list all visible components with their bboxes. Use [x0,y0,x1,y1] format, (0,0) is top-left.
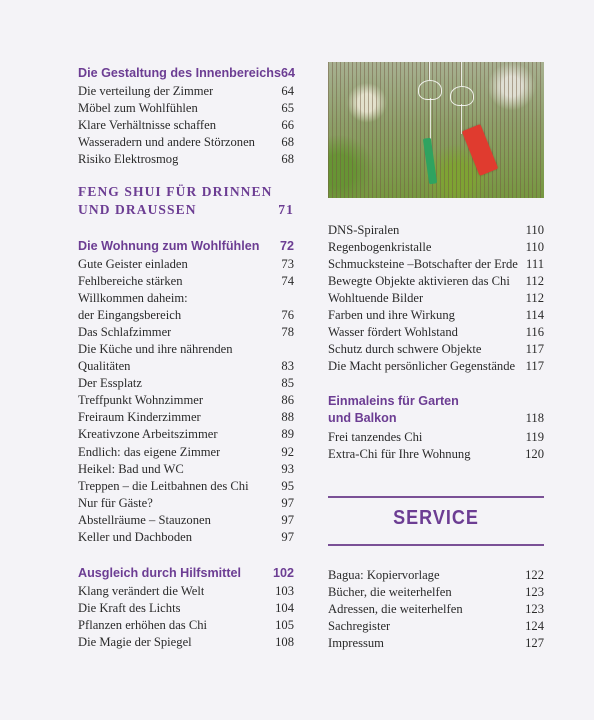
entry-page: 104 [275,601,294,615]
entry-title: Die Macht persönlicher Gegenstände [328,359,516,373]
entry-page: 112 [525,291,544,305]
entry-title: Sachregister [328,619,391,633]
chapter-line-2: UND DRAUSSEN [78,202,197,217]
entry-title: Impressum [328,636,384,650]
glass-chime-bell [418,80,442,100]
toc-entry[interactable] [78,617,294,634]
toc-entry[interactable] [78,600,294,617]
toc-entry[interactable] [78,478,294,495]
toc-heading[interactable] [78,565,294,582]
entry-title: Schmucksteine –Botschafter der Erde [328,257,518,271]
entry-title: Bewegte Objekte aktivieren das Chi [328,274,510,288]
toc-entry[interactable] [78,529,294,546]
chime-string [430,98,431,140]
entry-page: 124 [525,619,544,633]
toc-entry[interactable] [78,409,294,426]
entry-page: 117 [525,342,544,356]
entry-page: 88 [281,410,294,424]
entry-title: Bücher, die weiterhelfen [328,585,452,599]
toc-entry[interactable] [78,83,294,100]
entry-page: 65 [281,101,294,115]
entry-title: Freiraum Kinderzimmer [78,410,201,424]
toc-entry[interactable] [78,426,294,443]
entry-page: 97 [281,530,294,544]
entry-page: 95 [281,479,294,493]
toc-entry[interactable] [78,100,294,117]
toc-entry[interactable] [328,429,544,446]
toc-entry[interactable] [78,392,294,409]
entry-title: Keller und Dachboden [78,530,193,544]
chime-string [429,62,430,80]
toc-entry[interactable] [328,222,544,239]
chapter-heading[interactable] [78,183,294,219]
toc-entry[interactable] [78,634,294,651]
toc-entry[interactable] [328,307,544,324]
entry-title: Adressen, die weiterhelfen [328,602,463,616]
toc-entry[interactable] [328,567,544,584]
toc-entry[interactable] [328,601,544,618]
entry-page: 119 [525,430,544,444]
wind-chimes-photo [328,62,544,198]
heading-title-line-1: Einmaleins für Garten [328,394,459,408]
heading-page: 64 [280,66,295,80]
entry-page: 85 [281,376,294,390]
entry-page: 123 [525,585,544,599]
entry-title: Qualitäten [78,359,131,373]
entry-title: Heikel: Bad und WC [78,462,184,476]
entry-title: Wasser fördert Wohlstand [328,325,458,339]
entry-page: 117 [525,359,544,373]
toc-entry[interactable] [328,635,544,652]
entry-page: 68 [281,152,294,166]
entry-page: 74 [281,274,294,288]
chime-string [461,62,462,86]
toc-entry[interactable] [328,618,544,635]
entry-page: 123 [525,602,544,616]
service-bottom-rule [328,544,544,546]
toc-entry[interactable] [78,151,294,168]
toc-heading[interactable] [78,238,294,255]
entry-title: Der Essplatz [78,376,142,390]
entry-title: der Eingangsbereich [78,308,182,322]
entry-page: 122 [525,568,544,582]
entry-page: 89 [281,427,294,441]
entry-title: Möbel zum Wohlfühlen [78,101,198,115]
entry-title: Bagua: Kopiervorlage [328,568,440,582]
entry-page: 114 [525,308,544,322]
entry-title: Willkommen daheim: [78,291,188,305]
toc-entry[interactable] [328,256,544,273]
entry-page: 76 [281,308,294,322]
entry-page: 73 [281,257,294,271]
entry-title: Klang verändert die Welt [78,584,205,598]
entry-title: Risiko Elektrosmog [78,152,179,166]
entry-title: Gute Geister einladen [78,257,188,271]
entry-title: Kreativzone Arbeitszimmer [78,427,218,441]
entry-title: Schutz durch schwere Objekte [328,342,482,356]
entry-title: Die Küche und ihre nährenden [78,342,233,356]
entry-title: Wohltuende Bilder [328,291,424,305]
toc-entry[interactable] [328,584,544,601]
toc-entry[interactable] [328,239,544,256]
entry-title: Die Kraft des Lichts [78,601,181,615]
toc-entry[interactable] [78,134,294,151]
toc-entry[interactable] [328,358,544,375]
entry-title: Nur für Gäste? [78,496,153,510]
toc-entry[interactable] [78,341,294,358]
toc-heading-continued[interactable] [328,410,544,427]
toc-entry[interactable] [328,290,544,307]
entry-page: 93 [281,462,294,476]
entry-page: 111 [526,257,544,271]
entry-page: 92 [281,445,294,459]
entry-title: Fehlbereiche stärken [78,274,183,288]
entry-page: 110 [525,240,544,254]
toc-entry[interactable] [78,290,294,307]
toc-entry[interactable] [78,324,294,341]
glass-chime-bell [450,86,474,106]
toc-entry[interactable] [78,461,294,478]
toc-heading[interactable] [78,65,294,82]
toc-entry[interactable] [78,117,294,134]
entry-page: 120 [525,447,544,461]
entry-page: 103 [275,584,294,598]
toc-entry[interactable] [328,273,544,290]
heading-title-line-2: und Balkon [328,411,397,425]
chapter-line-1: FENG SHUI FÜR DRINNEN [78,184,273,199]
heading-page: 102 [272,566,294,580]
entry-title: Treppen – die Leitbahnen des Chi [78,479,249,493]
entry-page: 68 [281,135,294,149]
entry-title: Endlich: das eigene Zimmer [78,445,221,459]
entry-title: Klare Verhältnisse schaffen [78,118,217,132]
entry-page: 127 [525,636,544,650]
entry-title: Farben und ihre Wirkung [328,308,455,322]
toc-entry[interactable] [78,512,294,529]
entry-page: 97 [281,496,294,510]
entry-page: 78 [281,325,294,339]
entry-title: Wasseradern und andere Störzonen [78,135,255,149]
toc-entry[interactable] [78,583,294,600]
toc-entry[interactable] [78,444,294,461]
entry-page: 110 [525,223,544,237]
toc-entry[interactable] [78,273,294,290]
entry-title: Die Magie der Spiegel [78,635,192,649]
entry-page: 83 [281,359,294,373]
toc-entry[interactable] [78,495,294,512]
entry-title: Extra-Chi für Ihre Wohnung [328,447,471,461]
entry-title: Regenbogenkristalle [328,240,432,254]
toc-entry[interactable] [78,307,294,324]
entry-title: Treffpunkt Wohnzimmer [78,393,204,407]
heading-title: Die Wohnung zum Wohlfühlen [78,239,260,253]
service-title[interactable]: SERVICE [393,505,479,529]
toc-entry[interactable] [78,358,294,375]
toc-heading[interactable] [328,393,544,410]
entry-title: Abstellräume – Stauzonen [78,513,211,527]
chapter-page: 71 [278,202,294,217]
entry-page: 86 [281,393,294,407]
heading-page: 72 [279,239,294,253]
service-top-rule [328,496,544,498]
chime-string [461,104,462,134]
entry-page: 105 [275,618,294,632]
toc-entry[interactable] [78,256,294,273]
entry-page: 108 [275,635,294,649]
entry-page: 116 [525,325,544,339]
entry-page: 97 [281,513,294,527]
entry-title: Das Schlafzimmer [78,325,172,339]
heading-page: 118 [525,411,544,425]
heading-title: Ausgleich durch Hilfsmittel [78,566,242,580]
toc-entry[interactable] [328,446,544,463]
entry-page: 66 [281,118,294,132]
heading-title: Die Gestaltung des Innenbereichs [78,66,281,80]
toc-entry[interactable] [328,341,544,358]
toc-entry[interactable] [78,375,294,392]
toc-entry[interactable] [328,324,544,341]
entry-page: 64 [281,84,294,98]
entry-title: DNS-Spiralen [328,223,400,237]
entry-title: Frei tanzendes Chi [328,430,423,444]
entry-page: 112 [525,274,544,288]
entry-title: Pflanzen erhöhen das Chi [78,618,208,632]
entry-title: Die verteilung der Zimmer [78,84,214,98]
